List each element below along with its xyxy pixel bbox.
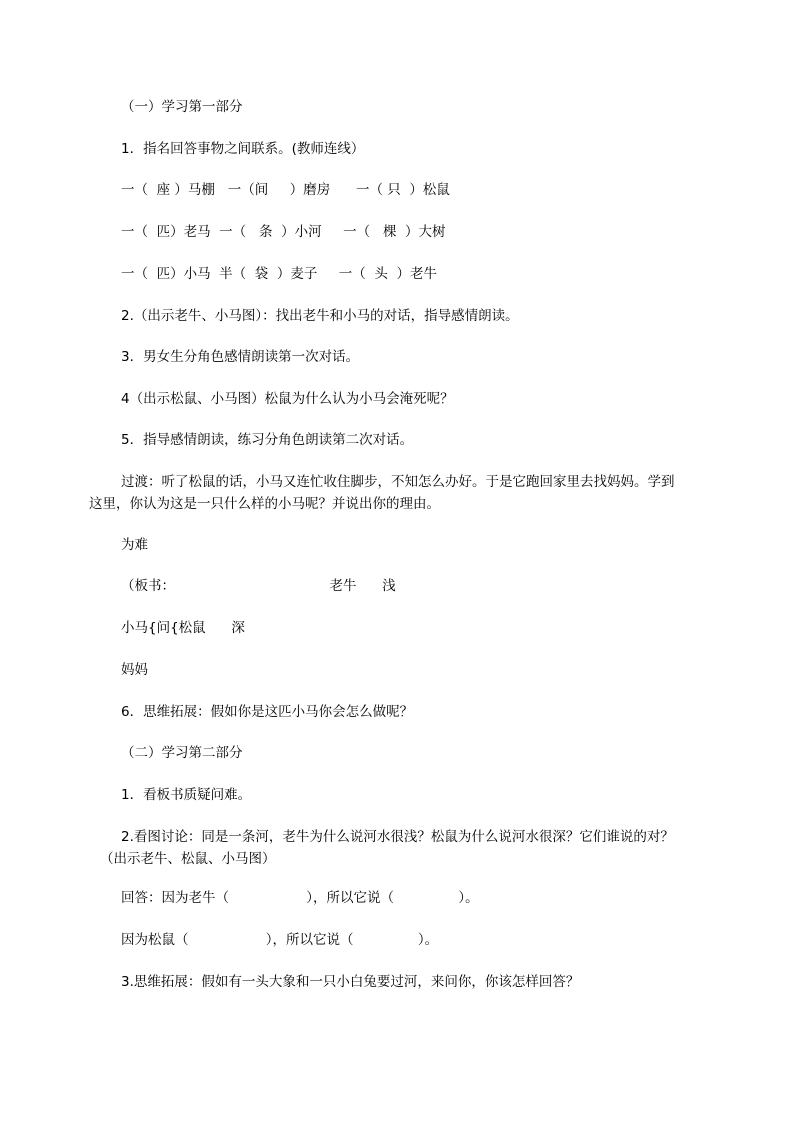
transition-paragraph-line-2: 这里，你认为这是一只什么样的小马呢？并说出你的理由。 bbox=[89, 496, 440, 512]
part-two-item-2-line-1: 2.看图讨论：同是一条河，老牛为什么说河水很浅？松鼠为什么说河水很深？它们谁说的对？ bbox=[121, 829, 674, 845]
part-two-item-2-line-2: （出示老牛、松鼠、小马图） bbox=[100, 851, 276, 867]
item-5-second-dialogue: 5．指导感情朗读，练习分角色朗读第二次对话。 bbox=[121, 432, 414, 448]
item-2-dialogue-reading: 2.（出示老牛、小马图）：找出老牛和小马的对话，指导感情朗读。 bbox=[121, 308, 519, 324]
answer-squirrel-blank: 因为松鼠（ ），所以它说（ ）。 bbox=[121, 932, 439, 948]
item-3-role-reading: 3．男女生分角色感情朗读第一次对话。 bbox=[121, 349, 360, 365]
measure-word-row-3: 一（ 匹）小马 半（ 袋 ）麦子 一（ 头 ）老牛 bbox=[121, 266, 437, 282]
section-heading-part-two: （二）学习第二部分 bbox=[121, 745, 243, 761]
transition-paragraph-line-1: 过渡：听了松鼠的话，小马又连忙收住脚步，不知怎么办好。于是它跑回家里去找妈妈。学到 bbox=[121, 474, 675, 490]
measure-word-row-2: 一（ 匹）老马 一（ 条 ）小河 一（ 棵 ）大树 bbox=[121, 224, 446, 240]
board-note-difficult: 为难 bbox=[121, 537, 148, 553]
board-note-mother: 妈妈 bbox=[121, 662, 148, 678]
item-4-squirrel-question: 4（出示松鼠、小马图）松鼠为什么认为小马会淹死呢？ bbox=[121, 391, 454, 407]
board-note-middle: 小马{问{松鼠 深 bbox=[121, 620, 245, 636]
item-6-thinking-extension: 6．思维拓展：假如你是这匹小马你会怎么做呢？ bbox=[121, 704, 414, 720]
item-1-connect-things: 1．指名回答事物之间联系。(教师连线） bbox=[121, 141, 365, 157]
measure-word-row-1: 一（ 座 ）马棚 一（间 ）磨房 一（ 只 ）松鼠 bbox=[121, 182, 450, 198]
board-note-header: （板书： 老牛 浅 bbox=[121, 578, 396, 594]
answer-ox-blank: 回答：因为老牛（ ），所以它说（ ）。 bbox=[121, 890, 479, 906]
part-two-item-1: 1．看板书质疑问难。 bbox=[121, 787, 252, 803]
section-heading-part-one: （一）学习第一部分 bbox=[121, 99, 243, 115]
part-two-item-3-thinking: 3.思维拓展：假如有一头大象和一只小白兔要过河，来问你，你该怎样回答？ bbox=[121, 974, 580, 990]
